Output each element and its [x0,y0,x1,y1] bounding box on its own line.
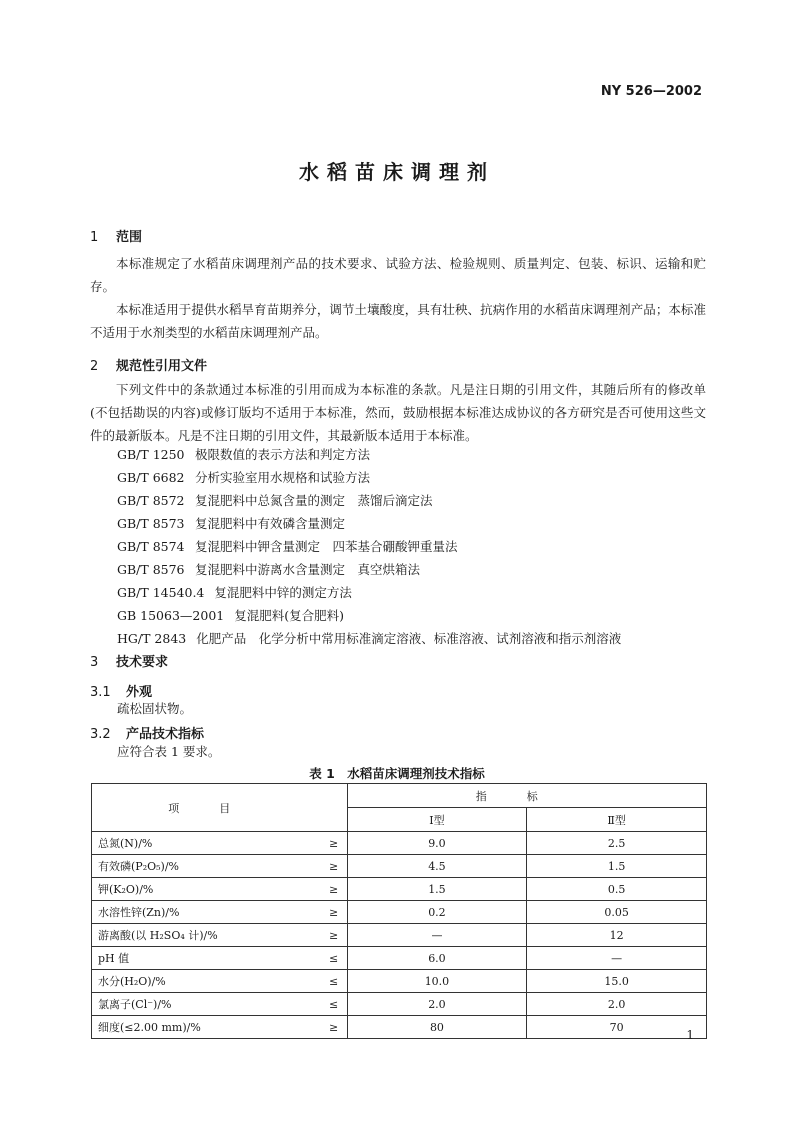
reference-item [117,558,621,581]
subsection-3-2-heading [90,723,204,742]
row-relation: ≤ [321,947,347,970]
reference-code: GB/T 8576 [117,562,185,577]
section-title: 技术要求 [116,655,169,670]
row-relation: ≥ [321,855,347,878]
header-indicator: 指标 [347,784,706,808]
reference-item [117,512,621,535]
table-row [92,855,707,878]
reference-title: 复混肥料中游离水含量测定 真空烘箱法 [195,562,421,577]
subsection-title: 产品技术指标 [126,727,205,742]
row-type-2-value: — [527,947,707,970]
row-type-2-value: 70 [527,1016,707,1039]
row-type-1-value: 80 [347,1016,527,1039]
row-type-1-value: 4.5 [347,855,527,878]
section-number: 2 [90,359,99,374]
document-title: 水稻苗床调理剂 [299,160,495,184]
reference-title: 化肥产品 化学分析中常用标准滴定溶液、标准溶液、试剂溶液和指示剂溶液 [196,631,622,646]
section-1-paragraph-2: 本标准适用于提供水稻旱育苗期养分，调节土壤酸度，具有壮秧、抗病作用的水稻苗床调理剂产品；本标准不适用于水剂类型的水稻苗床调理剂产品。 [90,302,706,340]
section-1-paragraph-1: 本标准规定了水稻苗床调理剂产品的技术要求、试验方法、检验规则、质量判定、包装、标识、运输和贮存。 [90,256,706,294]
row-type-1-value: — [347,924,527,947]
subsection-number: 3.1 [90,685,111,700]
standard-code: NY 526—2002 [600,84,702,99]
table-row [92,1016,707,1039]
reference-title: 极限数值的表示方法和判定方法 [195,447,371,462]
row-item: 水分(H₂O)/% [92,970,321,993]
section-number: 3 [90,655,99,670]
row-type-1-value: 1.5 [347,878,527,901]
reference-title: 复混肥料中钾含量测定 四苯基合硼酸钾重量法 [195,539,458,554]
reference-item [117,581,621,604]
row-type-2-value: 0.5 [527,878,707,901]
reference-code: GB/T 1250 [117,447,185,462]
section-title: 范围 [116,230,143,245]
table-row [92,878,707,901]
technical-indicator-table [91,783,707,1039]
subsection-3-1-heading [90,681,152,700]
row-type-2-value: 15.0 [527,970,707,993]
reference-code: GB 15063—2001 [117,608,225,623]
row-relation: ≥ [321,924,347,947]
reference-item [117,604,621,627]
reference-title: 复混肥料(复合肥料) [234,608,344,623]
row-item: 总氮(N)/% [92,832,321,855]
subsection-title: 外观 [126,685,153,700]
row-relation: ≤ [321,993,347,1016]
reference-title: 复混肥料中有效磷含量测定 [195,516,346,531]
section-number: 1 [90,230,99,245]
table-caption: 表 1 水稻苗床调理剂技术指标 [309,766,485,781]
row-item: 水溶性锌(Zn)/% [92,901,321,924]
row-item: 游离酸(以 H₂SO₄ 计)/% [92,924,321,947]
table-row [92,947,707,970]
header-item: 项目 [92,784,348,832]
section-title: 规范性引用文件 [116,359,208,374]
row-type-1-value: 10.0 [347,970,527,993]
row-type-2-value: 2.5 [527,832,707,855]
page-number: 1 [686,1028,694,1042]
reference-title: 复混肥料中锌的测定方法 [214,585,352,600]
reference-item [117,535,621,558]
reference-title: 复混肥料中总氮含量的测定 蒸馏后滴定法 [195,493,433,508]
section-2-heading [90,355,207,374]
row-relation: ≥ [321,878,347,901]
row-item: pH 值 [92,947,321,970]
reference-item [117,489,621,512]
header-type-1: Ⅰ型 [347,808,527,832]
row-type-1-value: 6.0 [347,947,527,970]
row-type-2-value: 2.0 [527,993,707,1016]
row-item: 有效磷(P₂O₅)/% [92,855,321,878]
reference-code: GB/T 8574 [117,539,185,554]
row-relation: ≥ [321,901,347,924]
row-relation: ≥ [321,832,347,855]
table-row [92,924,707,947]
section-2-intro: 下列文件中的条款通过本标准的引用而成为本标准的条款。凡是注日期的引用文件，其随后所有的修改单(不包括勘误的内容)或修订版均不适用于本标准，然而，鼓励根据本标准达成协议的各方研究是否可使用这些文件的最新版本。凡是不注日期的引用文件，其最新版本适用于本标准。 [90,382,706,443]
row-type-2-value: 12 [527,924,707,947]
reference-item [117,443,621,466]
reference-item [117,466,621,489]
section-1-heading [90,226,142,245]
table-row [92,993,707,1016]
table-row [92,970,707,993]
reference-item [117,627,621,650]
row-type-1-value: 2.0 [347,993,527,1016]
row-item: 细度(≤2.00 mm)/% [92,1016,321,1039]
reference-code: GB/T 8573 [117,516,185,531]
table-row [92,901,707,924]
row-type-2-value: 1.5 [527,855,707,878]
reference-code: HG/T 2843 [117,631,187,646]
reference-code: GB/T 14540.4 [117,585,205,600]
row-type-1-value: 9.0 [347,832,527,855]
normative-reference-list [117,443,621,650]
reference-code: GB/T 8572 [117,493,185,508]
row-type-1-value: 0.2 [347,901,527,924]
reference-code: GB/T 6682 [117,470,185,485]
reference-title: 分析实验室用水规格和试验方法 [195,470,371,485]
row-type-2-value: 0.05 [527,901,707,924]
row-relation: ≥ [321,1016,347,1039]
subsection-number: 3.2 [90,727,111,742]
row-item: 钾(K₂O)/% [92,878,321,901]
row-item: 氯离子(Cl⁻)/% [92,993,321,1016]
header-type-2: Ⅱ型 [527,808,707,832]
row-relation: ≤ [321,970,347,993]
requirement-text: 应符合表 1 要求。 [117,744,221,759]
appearance-text: 疏松固状物。 [117,701,193,716]
section-3-heading [90,651,168,670]
table-row [92,832,707,855]
